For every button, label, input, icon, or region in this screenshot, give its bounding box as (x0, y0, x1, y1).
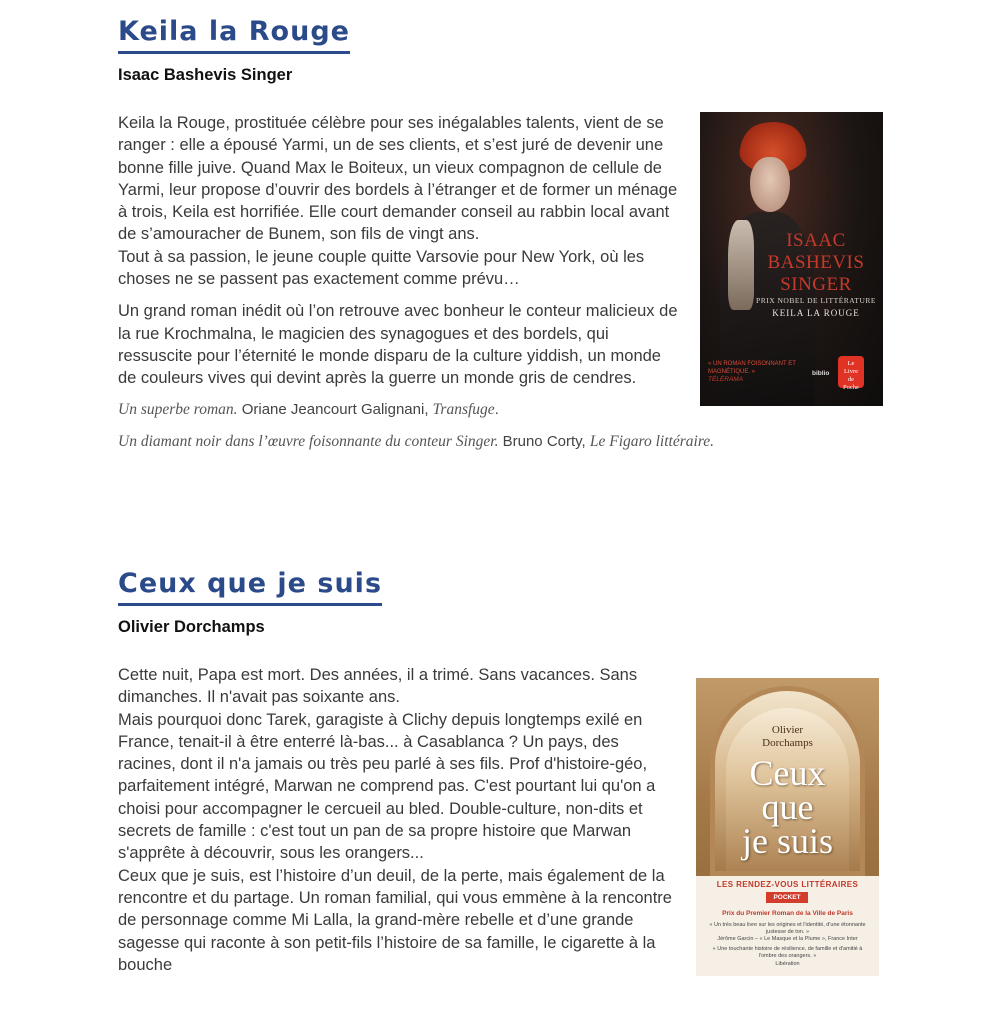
book-description (118, 112, 680, 390)
description-paragraph: Un grand roman inédit où l’on retrouve avec bonheur le conteur malicieux de la rue Krochmalna, le magicien des synagogues et des bordels, qui ressuscite pour l’éternité le monde disparu de la culture yiddish, un monde de couleurs vives qui devint après la guerre un monde gris de cendres. (118, 302, 678, 388)
book-author: Isaac Bashevis Singer (118, 66, 293, 84)
cover-prize: Prix du Premier Roman de la Ville de Paris (722, 910, 853, 917)
publisher-logo: Le Livre de Poche (838, 356, 864, 388)
description-paragraph: Keila la Rouge, prostituée célèbre pour ses inégalables talents, vient de se ranger : elle a épousé Yarmi, un de ses clients, et s’est juré de devenir une bonne fille juive. Quand Max le Boiteux, un vieux compagnon de cellule de Yarmi, leur propose d’ouvrir des bordels à l’étranger et de former un ménage à trois, Keila est horrifiée. Elle court demander conseil au rabbin local avant de s’amouracher de Bunem, son fils de vingt ans. (118, 114, 678, 244)
press-quote (118, 432, 838, 452)
quote-source: Le Figaro littéraire. (589, 432, 715, 450)
book-cover-image (696, 678, 879, 976)
cover-portrait-face (750, 157, 790, 212)
quote-author: Bruno Corty, (502, 432, 586, 450)
cover-quote: « Un très beau livre sur les origines et l'identité, d'une étonnante justesse de ton. » (709, 922, 866, 935)
cover-portrait-shoulder (728, 220, 754, 310)
cover-prize: PRIX NOBEL DE LITTÉRATURE (756, 296, 876, 305)
book-section-ceux-que-je-suis (118, 566, 938, 976)
cover-title: Ceux que je suis (741, 753, 833, 861)
quote-author: Oriane Jeancourt Galignani, (241, 400, 429, 418)
cover-quote-source: Libération (775, 961, 800, 967)
publisher-logo: POCKET (766, 892, 808, 903)
cover-quote-source: Jérôme Garcin – « Le Masque et la Plume », France Inter (717, 936, 858, 942)
description-paragraph: Mais pourquoi donc Tarek, garagiste à Clichy depuis longtemps exilé en France, tenait-il à être enterré là-bas... à Casablanca ? Un pays, des racines, dont il n'a jamais ou très peu parlé à ses fils. Prof d'histoire-géo, parfaitement intégré, Marwan ne comprend pas. C'est pourtant lui qu'on a choisi pour accompagner le cercueil au bled. Double-culture, non-dits et secrets de famille : c'est tout un pan de sa propre histoire que Marwan s'apprête à découvrir, sous les orangers... (118, 710, 656, 863)
book-content (118, 664, 938, 976)
cover-series: LES RENDEZ-VOUS LITTÉRAIRES (716, 880, 859, 889)
quote-text: Un diamant noir dans l’œuvre foisonnante du conteur Singer. (118, 432, 499, 450)
cover-quote: « UN ROMAN FOISONNANT ET MAGNÉTIQUE. » TÉLÉRAMA (708, 361, 796, 383)
cover-author: Olivier Dorchamps (762, 724, 813, 749)
quote-source: Transfuge (432, 400, 495, 418)
book-title: Ceux que je suis (118, 566, 382, 606)
description-paragraph: Ceux que je suis, est l’histoire d’un deuil, de la perte, mais également de la rencontre et du partage. Un roman familial, qui vous emmène à la rencontre de personnage comme Mi Lalla, la grand-mère rebelle et d’une grande sagesse qui raconte à son petit-fils l’histoire de sa famille, le cigarette à la bouche (118, 866, 672, 974)
cover-quote: « Une touchante histoire de résilience, de famille et d'amitié à l'ombre des orangers. » (712, 946, 863, 959)
book-description (118, 664, 680, 976)
book-section-keila (118, 14, 938, 464)
quote-text: Un superbe roman. (118, 400, 238, 418)
quote-end: . (494, 400, 499, 418)
book-cover-image (700, 112, 883, 406)
book-title: Keila la Rouge (118, 14, 350, 54)
cover-title: KEILA LA ROUGE (772, 308, 860, 318)
description-paragraph: Cette nuit, Papa est mort. Des années, il a trimé. Sans vacances. Sans dimanches. Il n'avait pas soixante ans. (118, 666, 638, 707)
book-content (118, 112, 938, 452)
cover-author: ISAAC BASHEVIS SINGER (767, 230, 865, 295)
cover-collection: biblio (812, 370, 830, 377)
description-paragraph: Tout à sa passion, le jeune couple quitte Varsovie pour New York, où les choses ne se passent pas exactement comme prévu… (118, 247, 645, 289)
book-author: Olivier Dorchamps (118, 618, 265, 636)
